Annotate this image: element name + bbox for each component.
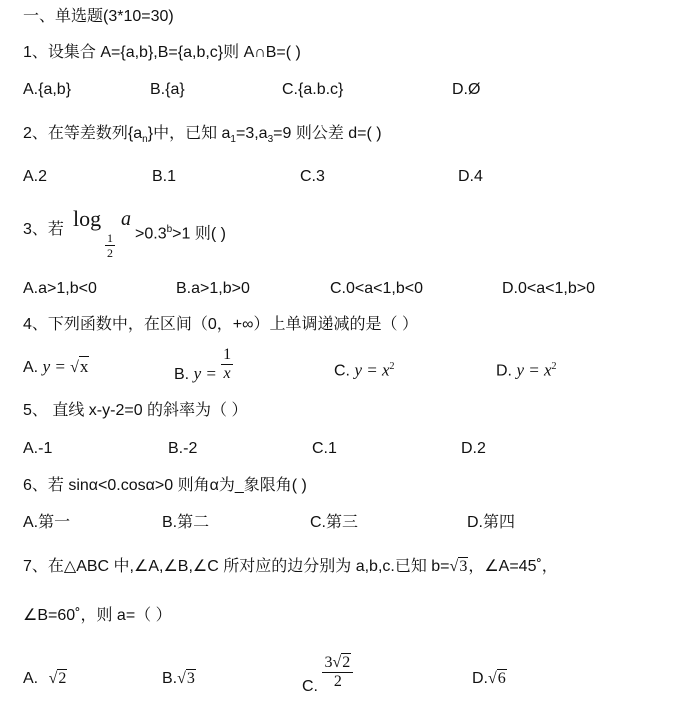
q4-a-expr: y = — [42, 357, 71, 376]
q4-b-label: B. — [174, 365, 190, 383]
q4-option-a[interactable] — [23, 356, 89, 379]
q7-b-opt-radicand: 3 — [186, 670, 195, 687]
q6-option-a[interactable]: A.第一 — [23, 514, 71, 531]
q4-option-c[interactable] — [334, 356, 395, 382]
q3-sup-b: b — [166, 224, 173, 235]
q7-option-c[interactable] — [302, 654, 353, 704]
q2-option-c[interactable]: C.3 — [300, 168, 325, 185]
question-6-stem: 6、若 sinα<0.cosα>0 则角α为_象限角( ) — [23, 477, 307, 494]
q7-c-den: 2 — [333, 673, 342, 690]
q7-c-num: 3√2 — [322, 654, 353, 673]
q2-option-a[interactable]: A.2 — [23, 168, 48, 185]
q6-option-c[interactable]: C.第三 — [310, 514, 359, 531]
question-1-stem: 1、设集合 A={a,b},B={a,b,c}则 A∩B=( ) — [23, 44, 301, 61]
q2-a1-val: =3,a — [235, 125, 268, 142]
q3-mid-text: >0.3 — [135, 225, 167, 243]
q7-c-num-radicand: 2 — [342, 654, 351, 671]
q7-b-opt-sqrt: √3 — [177, 670, 195, 687]
q3-base-num: 1 — [107, 231, 113, 245]
q5-option-d[interactable]: D.2 — [461, 440, 486, 457]
q3-log-base — [105, 232, 115, 260]
q3-option-a[interactable]: A.a>1,b<0 — [23, 280, 97, 297]
q2-sub-n: n — [142, 134, 148, 146]
q4-c-sup: 2 — [389, 361, 395, 372]
q2-stem-prefix: 2、在等差数列{a — [23, 125, 143, 142]
q3-base-den: 2 — [107, 246, 113, 260]
q6-option-d[interactable]: D.第四 — [467, 514, 516, 531]
q2-sub-1: 1 — [230, 134, 236, 146]
q7-c-label: C. — [302, 677, 318, 695]
q7-a-label: A. — [23, 670, 39, 687]
q6-option-b[interactable]: B.第二 — [162, 514, 210, 531]
q4-a-sqrt: √x — [70, 357, 89, 376]
q7-a-radicand: 2 — [58, 670, 67, 687]
q4-option-d[interactable] — [496, 356, 557, 382]
q4-option-b[interactable] — [174, 346, 233, 392]
q4-d-expr: y = x — [516, 360, 552, 380]
q1-option-b[interactable]: B.{a} — [150, 81, 185, 98]
q4-a-radicand: x — [79, 357, 89, 376]
q4-b-expr: y = — [193, 363, 222, 383]
q3-var-a: a — [121, 208, 131, 230]
q2-sub-3: 3 — [267, 134, 274, 146]
question-4-stem: 4、下列函数中，在区间（0，+∞）上单调递减的是（ ） — [23, 316, 418, 333]
q1-option-d[interactable]: D.Ø — [452, 81, 481, 98]
q4-d-label: D. — [496, 362, 512, 380]
question-5-stem: 5、 直线 x-y-2=0 的斜率为（ ） — [23, 402, 248, 419]
q4-a-label: A. — [23, 359, 39, 376]
q5-option-c[interactable]: C.1 — [312, 440, 337, 457]
q7-stem-part2: ，∠A=45˚， — [468, 558, 558, 575]
q1-option-a[interactable]: A.{a,b} — [23, 81, 72, 98]
q3-option-d[interactable]: D.0<a<1,b>0 — [502, 280, 595, 297]
q3-mid — [135, 219, 226, 245]
q4-b-frac — [221, 346, 233, 383]
q7-c-coef: 3 — [324, 654, 333, 671]
q7-c-frac — [322, 654, 353, 691]
question-7-line2: ∠B=60˚，则 a=（ ） — [23, 607, 172, 624]
q4-c-label: C. — [334, 362, 350, 380]
q4-c-expr: y = x — [354, 360, 390, 380]
q2-option-b[interactable]: B.1 — [152, 168, 177, 185]
q4-b-den: x — [223, 365, 231, 382]
q7-option-b[interactable] — [162, 668, 196, 690]
q2-stem-mid: }中，已知 a — [147, 125, 231, 142]
q3-option-c[interactable]: C.0<a<1,b<0 — [330, 280, 423, 297]
q2-stem-suffix: =9 则公差 d=( ) — [273, 125, 382, 142]
section-title: 一、单选题(3*10=30) — [23, 8, 174, 25]
q4-b-num: 1 — [223, 346, 232, 363]
q7-d-sqrt: √6 — [488, 670, 506, 687]
q3-option-b[interactable]: B.a>1,b>0 — [176, 280, 250, 297]
q7-d-radicand: 6 — [497, 670, 506, 687]
q7-a-sqrt: √2 — [48, 670, 67, 687]
q7-option-a[interactable] — [23, 668, 67, 690]
q7-option-d[interactable] — [472, 668, 507, 690]
q3-suffix: >1 则( ) — [172, 225, 226, 243]
q3-prefix: 3、若 — [23, 221, 64, 238]
question-7-stem — [23, 556, 558, 578]
q1-option-c[interactable]: C.{a.b.c} — [282, 81, 344, 98]
q3-log: log — [73, 206, 102, 231]
question-2-stem — [23, 123, 382, 151]
q7-b-radicand: 3 — [459, 558, 468, 575]
q5-option-a[interactable]: A.-1 — [23, 440, 53, 457]
q7-b-sqrt: √3 — [449, 558, 468, 575]
q5-option-b[interactable]: B.-2 — [168, 440, 198, 457]
q2-option-d[interactable]: D.4 — [458, 168, 483, 185]
q7-stem-part1: 7、在△ABC 中,∠A,∠B,∠C 所对应的边分别为 a,b,c.已知 b= — [23, 558, 450, 575]
q7-b-label: B. — [162, 670, 178, 687]
q4-d-sup: 2 — [551, 361, 557, 372]
q7-d-label: D. — [472, 670, 488, 687]
